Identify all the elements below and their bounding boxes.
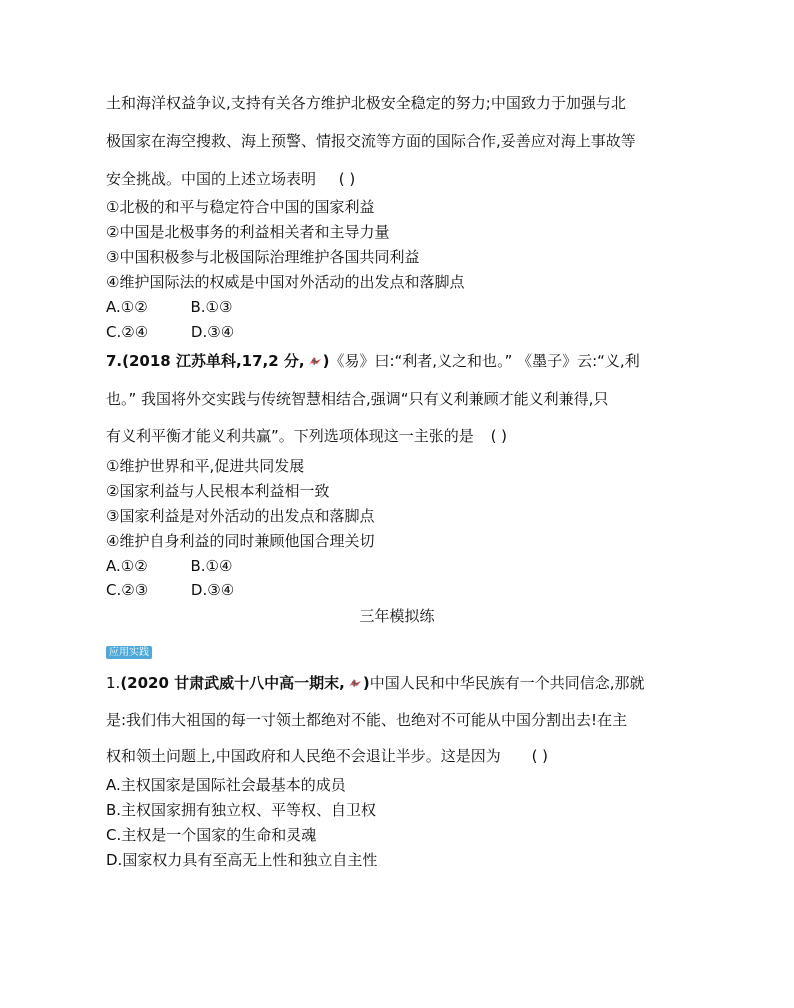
q7-stem-text-3: 有义利平衡才能义利共赢”。下列选项体现这一主张的是 bbox=[106, 427, 474, 445]
q6-choice-row-1 bbox=[106, 297, 232, 317]
q1-option-a[interactable]: A.主权国家是国际社会最基本的成员 bbox=[106, 776, 346, 794]
q7-choice-a[interactable]: A.①② bbox=[106, 557, 148, 575]
q7-stem-line-3 bbox=[106, 426, 507, 446]
q6-choice-d[interactable]: D.③④ bbox=[190, 323, 235, 341]
q1-stem-line-2: 是:我们伟大祖国的每一寸领土都绝对不能、也绝对不可能从中国分割出去!在主 bbox=[106, 711, 628, 729]
star-icon bbox=[345, 677, 363, 689]
q7-source: (2018 江苏单科,17,2 分, bbox=[122, 352, 305, 370]
q1-stem-text: 中国人民和中华民族有一个共同信念,那就 bbox=[369, 674, 645, 692]
q6-stem-line-1: 土和海洋权益争议,支持有关各方维护北极安全稳定的努力;中国致力于加强与北 bbox=[106, 94, 626, 112]
q7-choice-row-2 bbox=[106, 580, 234, 600]
section-title: 三年模拟练 bbox=[359, 607, 435, 625]
q7-choice-b[interactable]: B.①④ bbox=[190, 557, 233, 575]
q6-choice-row-2 bbox=[106, 322, 234, 342]
q1-stem-text-3: 权和领土问题上,中国政府和人民绝不会退让半步。这是因为 bbox=[106, 747, 501, 765]
q1-stem-line-1 bbox=[106, 673, 644, 693]
q1-option-d[interactable]: D.国家权力具有至高无上性和独立自主性 bbox=[106, 851, 378, 869]
q7-number: 7. bbox=[106, 352, 123, 370]
q1-source: (2020 甘肃武威十八中高一期末, bbox=[120, 674, 345, 692]
q7-item-4: ④维护自身利益的同时兼顾他国合理关切 bbox=[106, 532, 375, 550]
q1-source-close: ) bbox=[362, 674, 370, 692]
q7-stem-line-2: 也。” 我国将外交实践与传统智慧相结合,强调“只有义利兼顾才能义利兼得,只 bbox=[106, 390, 609, 408]
q6-answer-paren: ( ) bbox=[338, 170, 356, 188]
q7-item-2: ②国家利益与人民根本利益相一致 bbox=[106, 482, 330, 500]
q7-stem-line-1 bbox=[106, 351, 640, 371]
q6-choice-c[interactable]: C.②④ bbox=[106, 323, 149, 341]
q6-item-1: ①北极的和平与稳定符合中国的国家利益 bbox=[106, 198, 375, 216]
q7-source-close: ) bbox=[322, 352, 330, 370]
q6-item-3: ③中国积极参与北极国际治理维护各国共同利益 bbox=[106, 248, 420, 266]
q7-item-3: ③国家利益是对外活动的出发点和落脚点 bbox=[106, 507, 375, 525]
q1-answer-paren: ( ) bbox=[531, 747, 549, 765]
star-icon bbox=[305, 355, 323, 367]
q1-option-b[interactable]: B.主权国家拥有独立权、平等权、自卫权 bbox=[106, 801, 377, 819]
q6-choice-a[interactable]: A.①② bbox=[106, 298, 148, 316]
q6-item-2: ②中国是北极事务的利益相关者和主导力量 bbox=[106, 223, 390, 241]
q7-choice-row-1 bbox=[106, 556, 232, 576]
q6-choice-b[interactable]: B.①③ bbox=[190, 298, 233, 316]
q1-option-c[interactable]: C.主权是一个国家的生命和灵魂 bbox=[106, 826, 317, 844]
q7-choice-d[interactable]: D.③④ bbox=[190, 581, 235, 599]
q6-stem-line-2: 极国家在海空搜救、海上预警、情报交流等方面的国际合作,妥善应对海上事故等 bbox=[106, 132, 636, 150]
q6-stem-text: 安全挑战。中国的上述立场表明 bbox=[106, 170, 317, 188]
q6-stem-line-3 bbox=[106, 169, 355, 189]
q7-stem-text: 《易》曰:“利者,义之和也。” 《墨子》云:“义,利 bbox=[329, 352, 640, 370]
q7-item-1: ①维护世界和平,促进共同发展 bbox=[106, 457, 305, 475]
q6-item-4: ④维护国际法的权威是中国对外活动的出发点和落脚点 bbox=[106, 273, 465, 291]
q1-stem-line-3 bbox=[106, 746, 548, 766]
section-tag: 应用实践 bbox=[106, 646, 152, 659]
q1-number: 1. bbox=[106, 674, 121, 692]
q7-answer-paren: ( ) bbox=[490, 427, 508, 445]
q7-choice-c[interactable]: C.②③ bbox=[106, 581, 149, 599]
